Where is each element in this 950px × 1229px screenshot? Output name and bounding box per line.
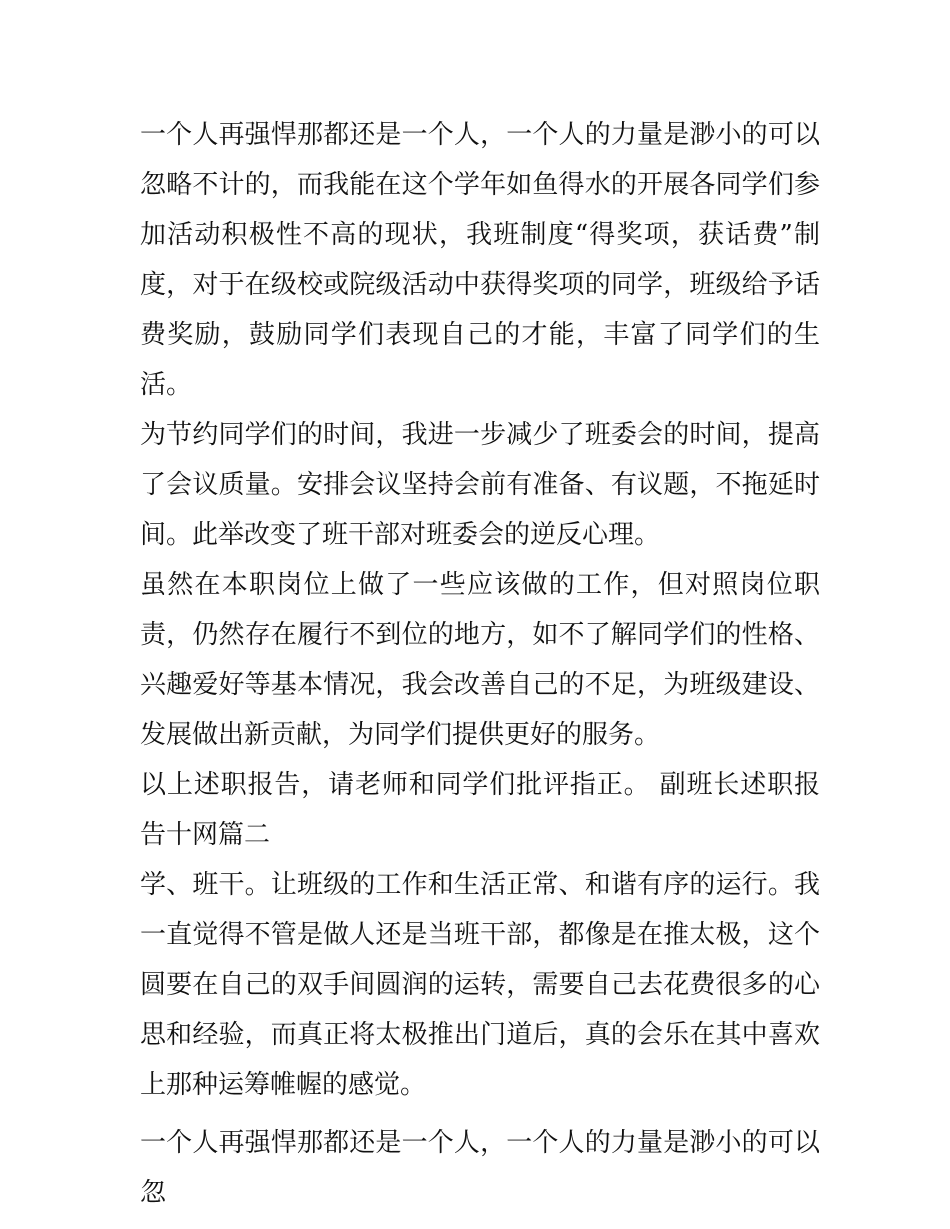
- document-body: [140, 110, 820, 1218]
- paragraph-2: 为节约同学们的时间，我进一步减少了班委会的时间，提高了会议质量。安排会议坚持会前有准备、有议题，不拖延时间。此举改变了班干部对班委会的逆反心理。: [140, 420, 820, 550]
- paragraph-1: 一个人再强悍那都还是一个人，一个人的力量是渺小的可以忽略不计的，而我能在这个学年如鱼得水的开展各同学们参加活动积极性不高的现状，我班制度“得奖项，获话费”制度，对于在级校或院级活动中获得奖项的同学，班级给予话费奖励，鼓励同学们表现自己的才能，丰富了同学们的生活。: [140, 120, 820, 400]
- paragraph-6: 一个人再强悍那都还是一个人，一个人的力量是渺小的可以忽: [140, 1128, 820, 1208]
- paragraph-4: 以上述职报告，请老师和同学们批评指正。 副班长述职报告十网篇二: [140, 770, 820, 850]
- paragraph-3: 虽然在本职岗位上做了一些应该做的工作，但对照岗位职责，仍然存在履行不到位的地方，如不了解同学们的性格、兴趣爱好等基本情况，我会改善自己的不足，为班级建设、发展做出新贡献，为同学们提供更好的服务。: [140, 570, 820, 750]
- paragraph-5: 学、班干。让班级的工作和生活正常、和谐有序的运行。我一直觉得不管是做人还是当班干部，都像是在推太极，这个圆要在自己的双手间圆润的运转，需要自己去花费很多的心思和经验，而真正将太极推出门道后，真的会乐在其中喜欢上那种运筹帷幄的感觉。: [140, 870, 820, 1100]
